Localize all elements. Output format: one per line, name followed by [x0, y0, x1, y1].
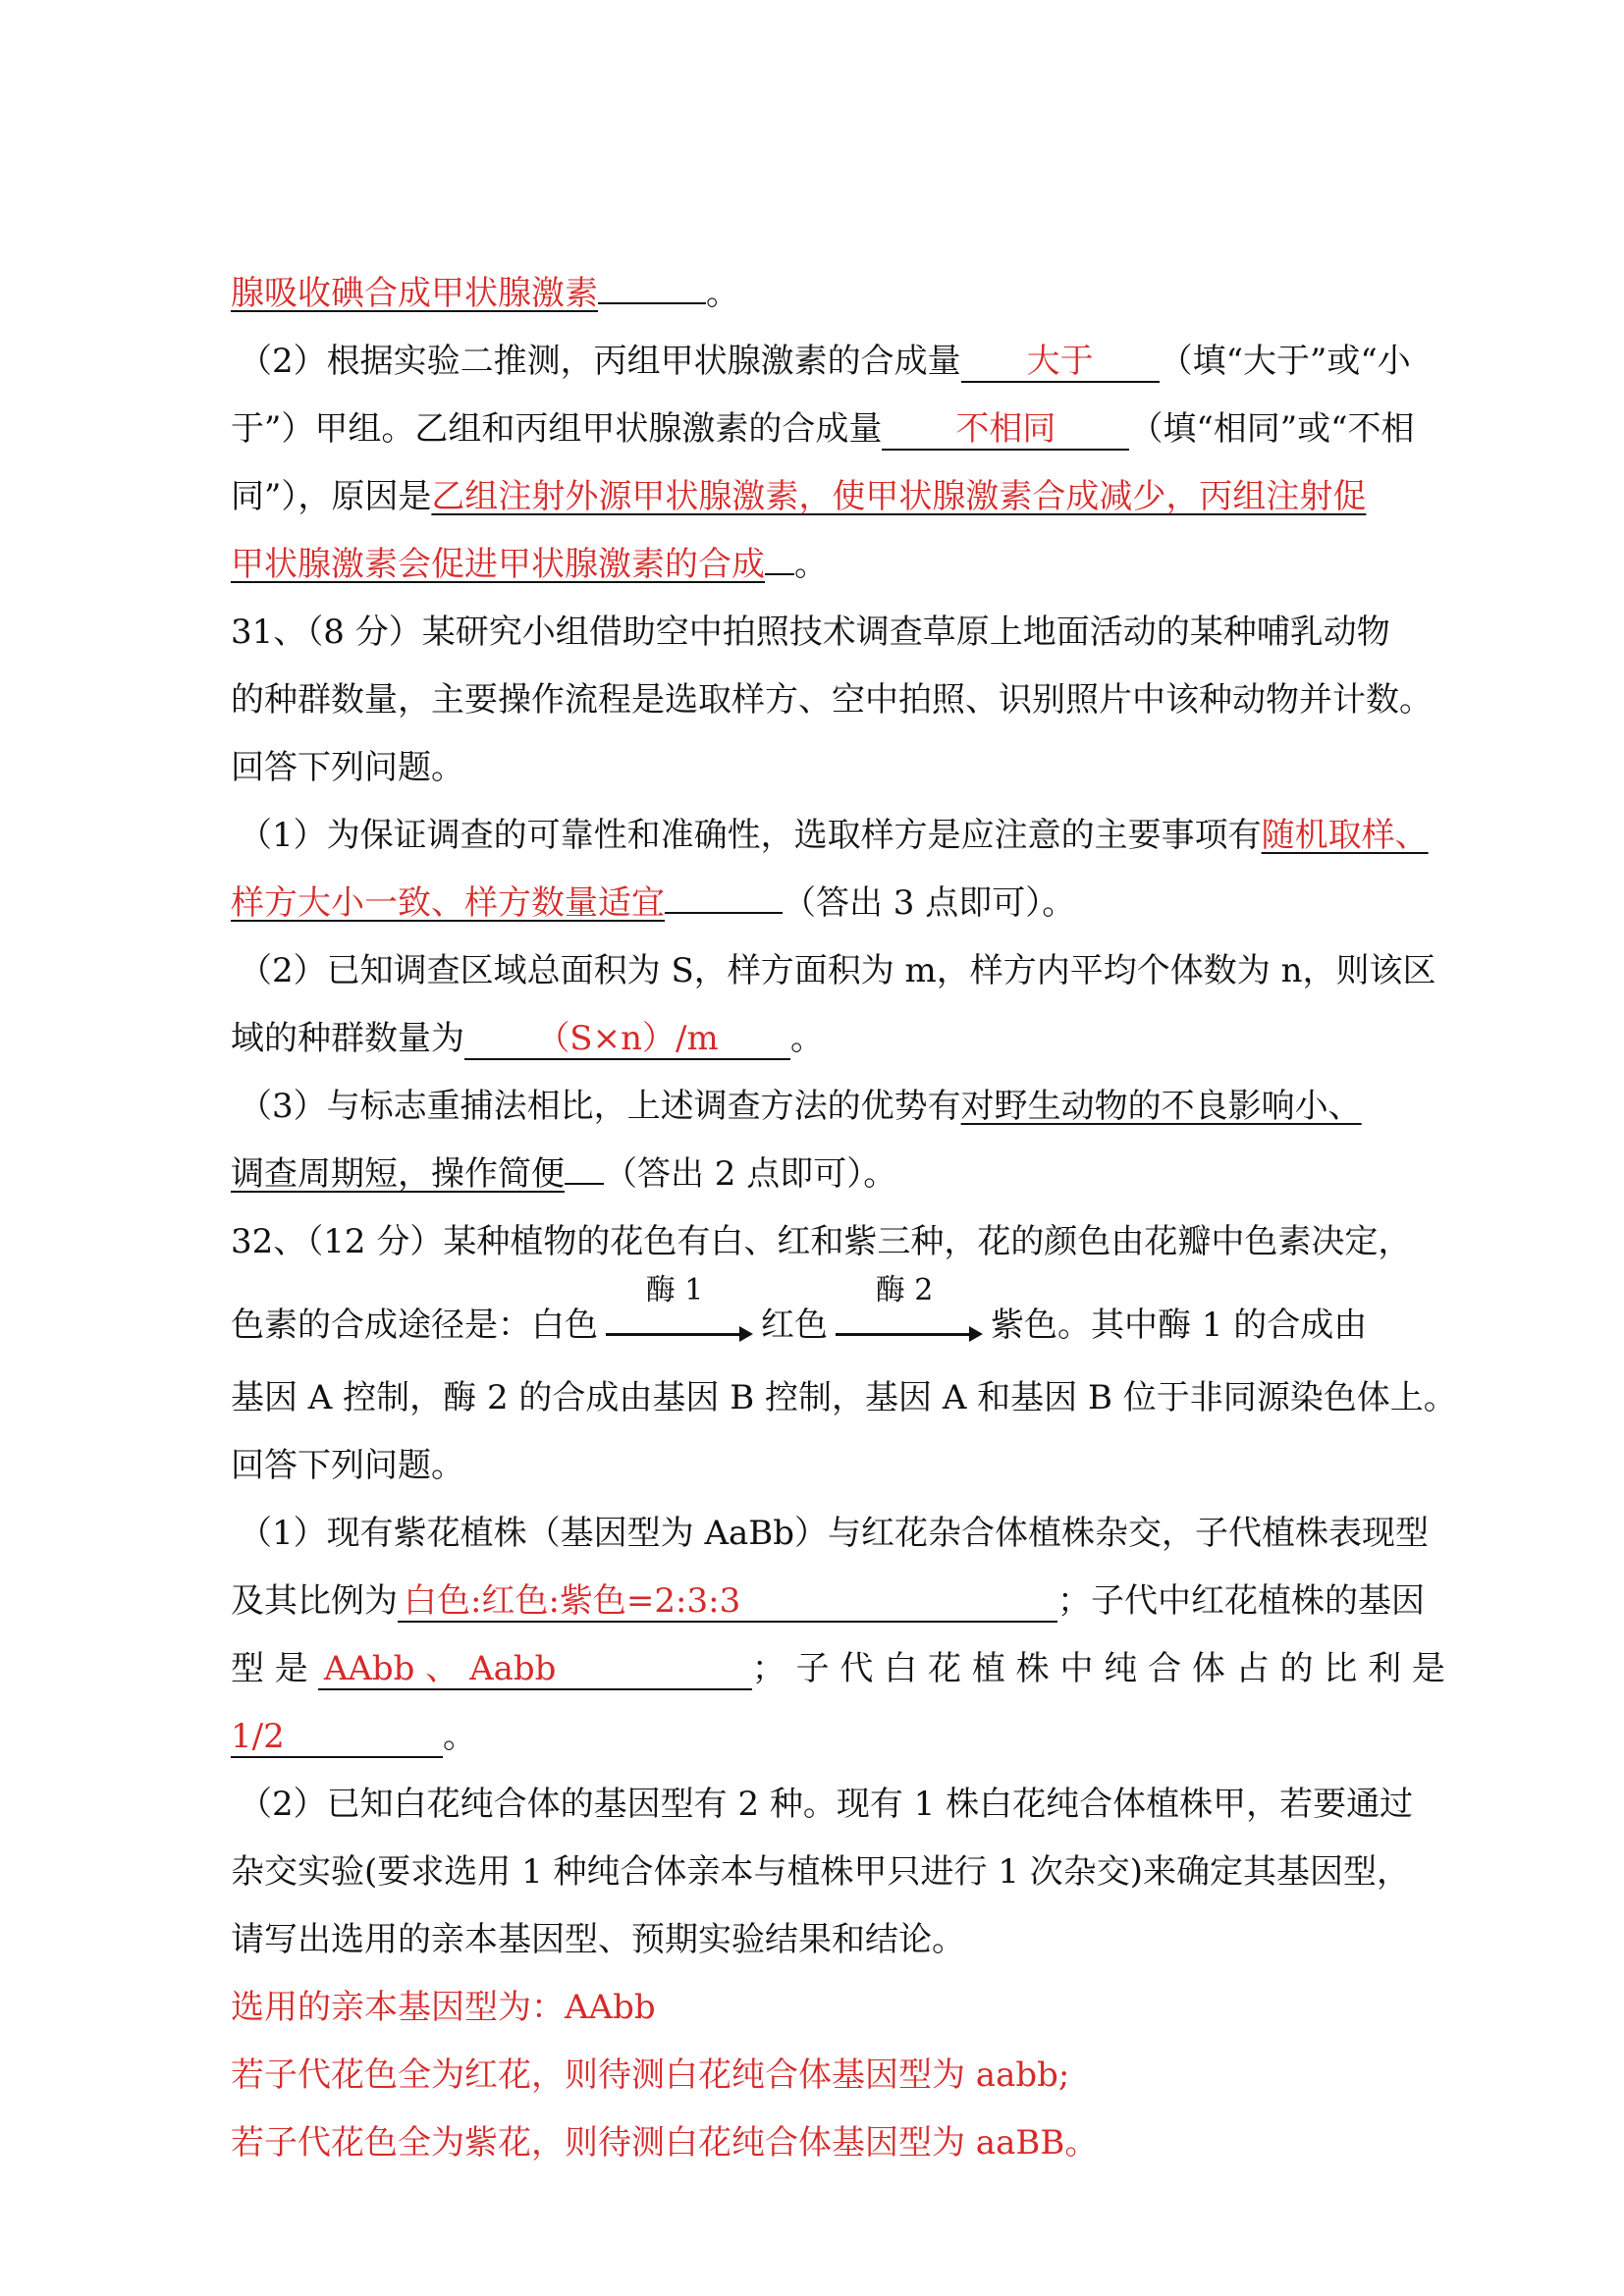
line-5: 甲状腺激素会促进甲状腺激素的合成 。 — [231, 531, 1413, 599]
line-20: 及其比例为 白色:红色:紫色=2:3:3 ；子代中红花植株的基因 — [231, 1581, 1425, 1621]
answer-sampling: 随机取样、 — [1261, 816, 1429, 855]
line-1: 腺吸收碘合成甲状腺激素 。 — [231, 260, 1413, 328]
line-14: 调查周期短，操作简便 （答出 2 点即可）。 — [231, 1141, 1413, 1208]
answer-red-genotypes: AAbb 、 Aabb — [318, 1649, 752, 1690]
line-11: （2）已知调查区域总面积为 S，样方面积为 m，样方内平均个体数为 n，则该区 — [239, 951, 1436, 990]
answer-not-same: 不相同 — [882, 409, 1129, 451]
question-32-body: 基因 A 控制，酶 2 的合成由基因 B 控制，基因 A 和基因 B 位于非同源染色体上。 — [231, 1378, 1457, 1417]
answer-greater-than: 大于 — [961, 342, 1160, 383]
line-24: 杂交实验(要求选用 1 种纯合体亲本与植株甲只进行 1 次杂交)来确定其基因型， — [231, 1852, 1411, 1892]
question-31-body: 的种群数量，主要操作流程是选取样方、空中拍照、识别照片中该种动物并计数。 — [231, 680, 1433, 720]
answer-population-formula: （S×n）/m — [464, 1019, 790, 1060]
question-32-header: 32、（12 分）某种植物的花色有白、红和紫三种，花的颜色由花瓣中色素决定， — [231, 1222, 1412, 1261]
question-31-header: 31、（8 分）某研究小组借助空中拍照技术调查草原上地面活动的某种哺乳动物 — [231, 613, 1390, 652]
answer-blank — [598, 269, 706, 304]
answer-advantage-cont: 调查周期短，操作简便 — [231, 1154, 565, 1194]
line-25: 请写出选用的亲本基因型、预期实验结果和结论。 — [231, 1920, 965, 1959]
answer-reason: 乙组注射外源甲状腺激素，使甲状腺激素合成减少，丙组注射促 — [431, 477, 1367, 516]
answer-result-red: 若子代花色全为红花，则待测白花纯合体基因型为 aabb; — [231, 2056, 1070, 2095]
line-9: （1）为保证调查的可靠性和准确性，选取样方是应注意的主要事项有随机取样、 — [239, 816, 1429, 855]
answer-homozygous-fraction: 1/2 — [231, 1717, 443, 1758]
line-19: （1）现有紫花植株（基因型为 AaBb）与红花杂合体植株杂交，子代植株表现型 — [239, 1514, 1430, 1553]
line-13: （3）与标志重捕法相比，上述调查方法的优势有对野生动物的不良影响小、 — [239, 1087, 1362, 1126]
arrow-enzyme-2: 酶 2 — [836, 1308, 983, 1347]
answer-sampling-cont: 样方大小一致、样方数量适宜 — [231, 883, 665, 923]
line-23: （2）已知白花纯合体的基因型有 2 种。现有 1 株白花纯合体植株甲，若要通过 — [239, 1785, 1414, 1824]
arrow-enzyme-1: 酶 1 — [606, 1308, 753, 1347]
answer-thyroid-iodine: 腺吸收碘合成甲状腺激素 — [231, 274, 598, 313]
pigment-pathway: 色素的合成途径是：白色 酶 1 红色 酶 2 紫色。其中酶 1 的合成由 — [231, 1273, 1368, 1345]
answer-phenotype-ratio: 白色:红色:紫色=2:3:3 — [398, 1581, 1057, 1623]
line-4: 同”），原因是乙组注射外源甲状腺激素，使甲状腺激素合成减少，丙组注射促 — [231, 477, 1367, 516]
line-10: 样方大小一致、样方数量适宜 （答出 3 点即可）。 — [231, 870, 1413, 937]
answer-parent-genotype: 选用的亲本基因型为：AAbb — [231, 1988, 656, 2027]
line-2: （2）根据实验二推测，丙组甲状腺激素的合成量 大于 （填“大于”或“小 — [239, 342, 1411, 381]
answer-advantage: 对野生动物的不良影响小、 — [960, 1087, 1362, 1126]
question-31-prompt: 回答下列问题。 — [231, 748, 464, 787]
line-12: 域的种群数量为 （S×n）/m 。 — [231, 1019, 824, 1058]
answer-result-purple: 若子代花色全为紫花，则待测白花纯合体基因型为 aaBB。 — [231, 2123, 1099, 2163]
line-3: 于”）甲组。乙组和丙组甲状腺激素的合成量 不相同 （填“相同”或“不相 — [231, 409, 1415, 449]
answer-reason-cont: 甲状腺激素会促进甲状腺激素的合成 — [231, 545, 765, 584]
line-22: 1/2 。 — [231, 1717, 476, 1756]
question-32-prompt: 回答下列问题。 — [231, 1446, 464, 1485]
line-21: 型 是 AAbb 、 Aabb ； 子 代 白 花 植 株 中 纯 合 体 占 的 比 利 是 — [231, 1649, 1445, 1688]
